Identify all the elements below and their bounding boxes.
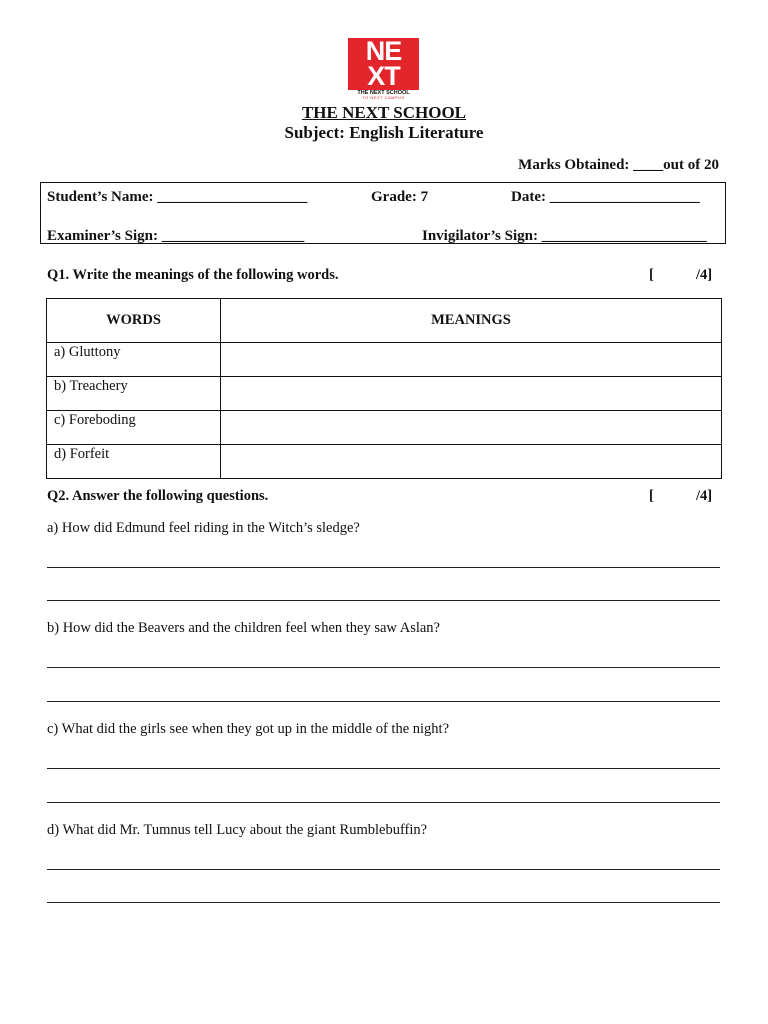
logo-subtitle: THE NEXT SCHOOL [357, 90, 410, 96]
marks-obtained: Marks Obtained: ____out of 20 [518, 157, 719, 173]
words-table [46, 298, 722, 479]
school-logo [348, 38, 419, 100]
examiner-sign-field[interactable]: Examiner’s Sign: ___________________ [47, 228, 305, 244]
question-a: a) How did Edmund feel riding in the Witch’s sledge? [47, 520, 360, 536]
col-header-words: WORDS [47, 299, 221, 343]
answer-line[interactable] [47, 869, 720, 870]
answer-line[interactable] [47, 902, 720, 903]
question-d: d) What did Mr. Tumnus tell Lucy about the giant Rumblebuffin? [47, 822, 428, 838]
q1-marks: /4] [696, 267, 713, 283]
answer-line[interactable] [47, 667, 720, 668]
answer-line[interactable] [47, 701, 720, 702]
q1-heading: Q1. Write the meanings of the following words. [47, 267, 339, 283]
answer-line[interactable] [47, 567, 720, 568]
meaning-cell[interactable] [221, 377, 722, 411]
answer-line[interactable] [47, 802, 720, 803]
invigilator-sign-field[interactable]: Invigilator’s Sign: ______________________ [422, 228, 707, 244]
q1-bracket-open: [ [649, 267, 654, 283]
date-field[interactable]: Date: ____________________ [511, 189, 700, 205]
q2-heading: Q2. Answer the following questions. [47, 488, 269, 504]
subject-title: Subject: English Literature [284, 123, 484, 142]
meaning-cell[interactable] [221, 445, 722, 479]
logo-text-top: NE [365, 36, 402, 66]
meaning-cell[interactable] [221, 411, 722, 445]
word-cell: c) Foreboding [47, 411, 221, 445]
logo-tagline: TO NEXT CAMPUS [362, 95, 405, 100]
table-row [47, 445, 722, 479]
word-cell: a) Gluttony [47, 343, 221, 377]
q2-bracket-open: [ [649, 488, 654, 504]
question-c: c) What did the girls see when they got up in the middle of the night? [47, 721, 450, 737]
q2-marks: /4] [696, 488, 713, 504]
table-row [47, 343, 722, 377]
table-header-row [47, 299, 722, 343]
table-row [47, 411, 722, 445]
logo-text-bottom: XT [367, 61, 400, 91]
meaning-cell[interactable] [221, 343, 722, 377]
student-name-field[interactable]: Student’s Name: ____________________ [47, 189, 308, 205]
answer-line[interactable] [47, 600, 720, 601]
answer-line[interactable] [47, 768, 720, 769]
col-header-meanings: MEANINGS [221, 299, 722, 343]
table-row [47, 377, 722, 411]
question-b: b) How did the Beavers and the children feel when they saw Aslan? [47, 620, 440, 636]
grade-label: Grade: 7 [371, 189, 429, 205]
word-cell: d) Forfeit [47, 445, 221, 479]
word-cell: b) Treachery [47, 377, 221, 411]
school-title: THE NEXT SCHOOL [301, 103, 467, 122]
